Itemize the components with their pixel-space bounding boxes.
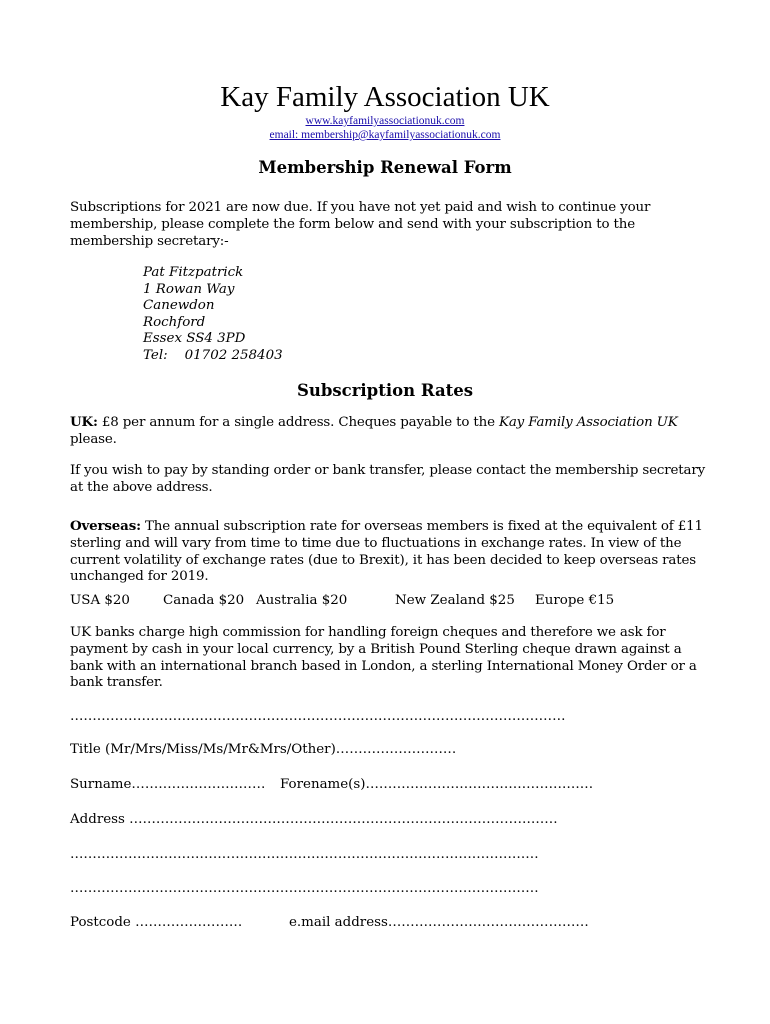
overseas-paragraph <box>70 518 710 586</box>
address-line-town: Rochford <box>143 314 206 330</box>
surname-field[interactable]: Surname………………………… <box>70 777 266 792</box>
address-line-2-field[interactable]: …………………………………………………………………………………………… <box>70 847 539 862</box>
uk-label: UK: <box>70 414 98 430</box>
rate-canada: Canada $20 <box>163 593 245 608</box>
rate-new-zealand: New Zealand $25 <box>395 593 515 608</box>
uk-payee: Kay Family Association UK <box>499 415 678 430</box>
title-field[interactable]: Title (Mr/Mrs/Miss/Ms/Mr&Mrs/Other)……………………… <box>70 742 457 757</box>
uk-text-1: £8 per annum for a single address. Cheques payable to the <box>97 415 499 430</box>
address-line-tel: Tel: 01702 258403 <box>143 347 283 363</box>
secretary-address <box>143 265 443 365</box>
rate-australia: Australia $20 <box>256 593 348 608</box>
address-line-village: Canewdon <box>143 298 215 314</box>
address-line-street: 1 Rowan Way <box>143 281 235 297</box>
uk-text-2: please. <box>70 431 117 447</box>
rate-europe: Europe €15 <box>535 593 615 608</box>
blank-line[interactable]: ………………………………………………………………………………………………… <box>70 709 566 724</box>
email-address-field[interactable]: e.mail address……………………………………… <box>289 915 589 930</box>
address-line-postcode: Essex SS4 3PD <box>143 331 246 347</box>
email-link[interactable]: email: membership@kayfamilyassociationuk.com <box>269 129 501 141</box>
postcode-field[interactable]: Postcode …………………… <box>70 915 243 930</box>
intro-paragraph: Subscriptions for 2021 are now due. If you have not yet paid and wish to continue your membership, please complete the form below and send with your subscription to the membership secretary:- <box>70 200 651 249</box>
address-line-3-field[interactable]: …………………………………………………………………………………………… <box>70 881 539 896</box>
uk-rate-paragraph <box>70 414 710 449</box>
overseas-text: The annual subscription rate for overseas members is fixed at the equivalent of £11 sterling and will vary from time to time due to fluctuations in exchange rates. In view of the current volatility of exchange rates (due to Brexit), it has been decided to keep overseas rates unchanged for 2019. <box>70 519 703 585</box>
website-link[interactable]: www.kayfamilyassociationuk.com <box>305 115 465 127</box>
overseas-label: Overseas: <box>70 518 141 534</box>
association-title: Kay Family Association UK <box>220 81 550 113</box>
address-line-name: Pat Fitzpatrick <box>143 265 244 280</box>
standing-order-paragraph: If you wish to pay by standing order or bank transfer, please contact the membership secretary at the above address. <box>70 463 705 495</box>
rates-heading: Subscription Rates <box>296 381 474 400</box>
overseas-rates-row <box>0 593 770 611</box>
rate-usa: USA $20 <box>70 593 130 608</box>
form-title: Membership Renewal Form <box>258 158 512 177</box>
bank-note-paragraph: UK banks charge high commission for handling foreign cheques and therefore we ask for payment by cash in your local currency, by a British Pound Sterling cheque drawn against a bank with an international branch based in London, a sterling International Money Order or a bank transfer. <box>70 625 697 691</box>
forename-field[interactable]: Forename(s)…………………………………………… <box>280 777 594 792</box>
address-field[interactable]: Address …………………………………………………………………………………… <box>70 812 558 827</box>
